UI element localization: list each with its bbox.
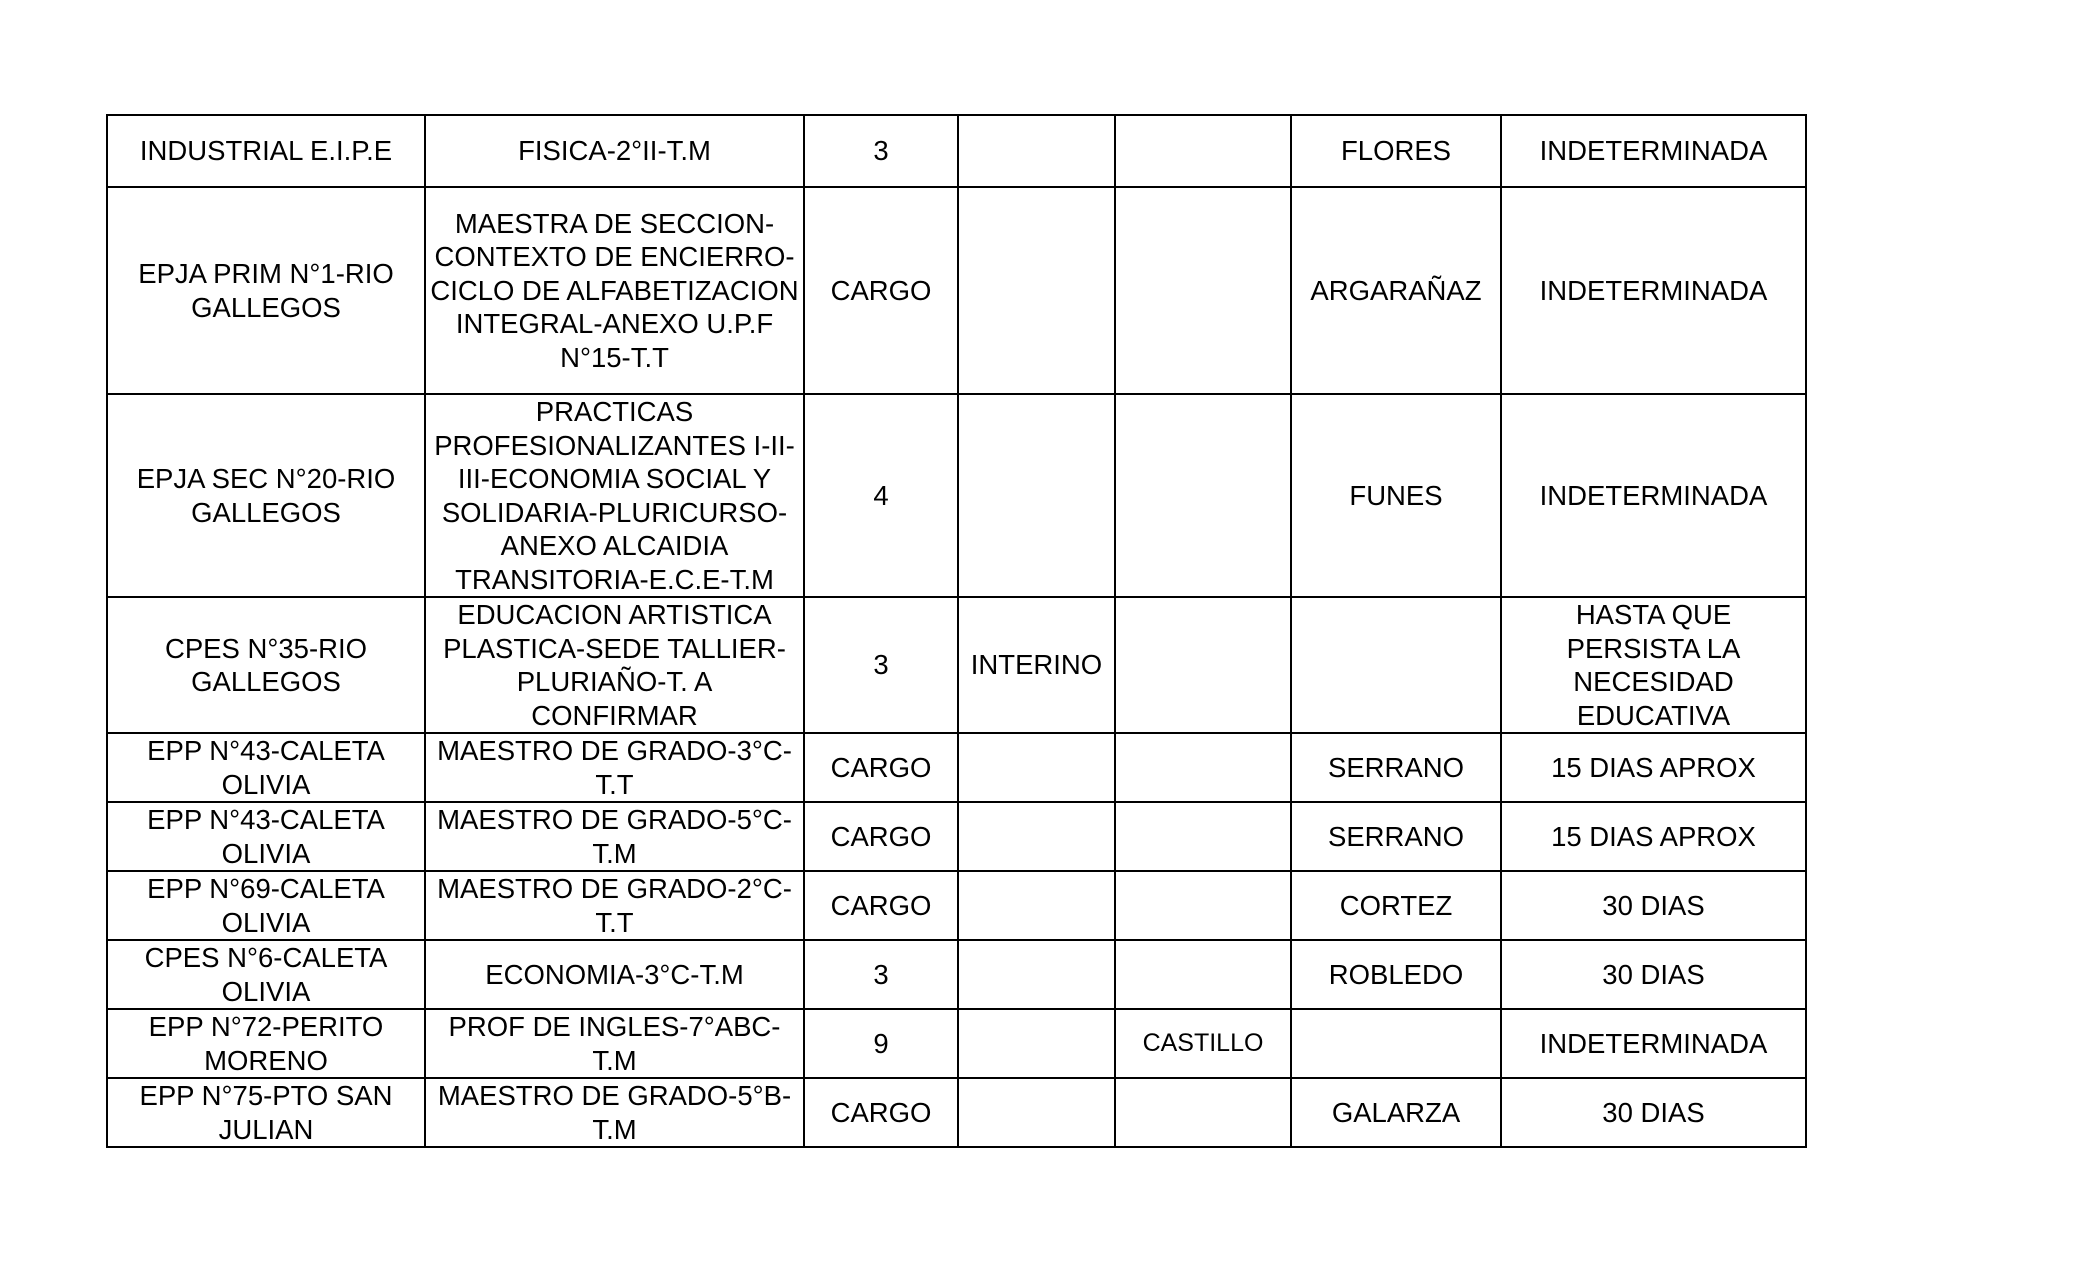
- duration-cell: 15 DIAS APROX: [1501, 733, 1806, 802]
- table-row: [107, 940, 1806, 1009]
- replacement-cell: [1291, 1009, 1501, 1078]
- table-row: [107, 1009, 1806, 1078]
- holder-cell: [1115, 940, 1291, 1009]
- table-row: [107, 187, 1806, 394]
- school-cell: EPP N°69-CALETA OLIVIA: [107, 871, 425, 940]
- holder-cell: [1115, 871, 1291, 940]
- hours-cell: 4: [804, 394, 958, 597]
- school-cell: EPJA SEC N°20-RIO GALLEGOS: [107, 394, 425, 597]
- table-row: [107, 394, 1806, 597]
- holder-cell: [1115, 115, 1291, 187]
- holder-cell: [1115, 802, 1291, 871]
- hours-cell: 3: [804, 115, 958, 187]
- school-cell: EPP N°43-CALETA OLIVIA: [107, 733, 425, 802]
- school-cell: EPJA PRIM N°1-RIO GALLEGOS: [107, 187, 425, 394]
- status-cell: [958, 187, 1115, 394]
- table-row: [107, 597, 1806, 733]
- duration-cell: 30 DIAS: [1501, 940, 1806, 1009]
- subject-cell: PROF DE INGLES-7°ABC- T.M: [425, 1009, 804, 1078]
- subject-cell: EDUCACION ARTISTICA PLASTICA-SEDE TALLIER- PLURIAÑO-T. A CONFIRMAR: [425, 597, 804, 733]
- replacement-cell: SERRANO: [1291, 802, 1501, 871]
- table-row: [107, 115, 1806, 187]
- replacement-cell: ARGARAÑAZ: [1291, 187, 1501, 394]
- duration-cell: HASTA QUE PERSISTA LA NECESIDAD EDUCATIVA: [1501, 597, 1806, 733]
- hours-cell: CARGO: [804, 871, 958, 940]
- subject-cell: MAESTRO DE GRADO-5°B- T.M: [425, 1078, 804, 1147]
- duration-cell: 30 DIAS: [1501, 871, 1806, 940]
- table-row: [107, 802, 1806, 871]
- school-cell: CPES N°35-RIO GALLEGOS: [107, 597, 425, 733]
- replacement-cell: ROBLEDO: [1291, 940, 1501, 1009]
- status-cell: [958, 871, 1115, 940]
- replacement-cell: [1291, 597, 1501, 733]
- status-cell: [958, 394, 1115, 597]
- hours-cell: CARGO: [804, 187, 958, 394]
- replacement-cell: CORTEZ: [1291, 871, 1501, 940]
- subject-cell: MAESTRO DE GRADO-3°C- T.T: [425, 733, 804, 802]
- status-cell: [958, 115, 1115, 187]
- school-cell: CPES N°6-CALETA OLIVIA: [107, 940, 425, 1009]
- replacement-cell: GALARZA: [1291, 1078, 1501, 1147]
- status-cell: [958, 1078, 1115, 1147]
- holder-cell: [1115, 597, 1291, 733]
- holder-cell: CASTILLO: [1115, 1009, 1291, 1078]
- status-cell: [958, 940, 1115, 1009]
- school-cell: INDUSTRIAL E.I.P.E: [107, 115, 425, 187]
- duration-cell: INDETERMINADA: [1501, 187, 1806, 394]
- subject-cell: PRACTICAS PROFESIONALIZANTES I-II- III-ECONOMIA SOCIAL Y SOLIDARIA-PLURICURSO- ANEXO ALCAIDIA TRANSITORIA-E.C.E-T.M: [425, 394, 804, 597]
- vacancy-table: [106, 114, 1807, 1148]
- subject-cell: MAESTRO DE GRADO-5°C- T.M: [425, 802, 804, 871]
- duration-cell: 15 DIAS APROX: [1501, 802, 1806, 871]
- duration-cell: 30 DIAS: [1501, 1078, 1806, 1147]
- table-row: [107, 871, 1806, 940]
- duration-cell: INDETERMINADA: [1501, 394, 1806, 597]
- table-row: [107, 1078, 1806, 1147]
- subject-cell: MAESTRO DE GRADO-2°C- T.T: [425, 871, 804, 940]
- table-row: [107, 733, 1806, 802]
- status-cell: [958, 733, 1115, 802]
- replacement-cell: FUNES: [1291, 394, 1501, 597]
- hours-cell: CARGO: [804, 802, 958, 871]
- hours-cell: 3: [804, 597, 958, 733]
- school-cell: EPP N°72-PERITO MORENO: [107, 1009, 425, 1078]
- hours-cell: 9: [804, 1009, 958, 1078]
- holder-cell: [1115, 733, 1291, 802]
- holder-cell: [1115, 187, 1291, 394]
- hours-cell: CARGO: [804, 733, 958, 802]
- subject-cell: ECONOMIA-3°C-T.M: [425, 940, 804, 1009]
- hours-cell: 3: [804, 940, 958, 1009]
- subject-cell: MAESTRA DE SECCION- CONTEXTO DE ENCIERRO- CICLO DE ALFABETIZACION INTEGRAL-ANEXO U.P.F N°15-T.T: [425, 187, 804, 394]
- duration-cell: INDETERMINADA: [1501, 115, 1806, 187]
- subject-cell: FISICA-2°II-T.M: [425, 115, 804, 187]
- status-cell: [958, 1009, 1115, 1078]
- school-cell: EPP N°43-CALETA OLIVIA: [107, 802, 425, 871]
- duration-cell: INDETERMINADA: [1501, 1009, 1806, 1078]
- school-cell: EPP N°75-PTO SAN JULIAN: [107, 1078, 425, 1147]
- holder-cell: [1115, 1078, 1291, 1147]
- status-cell: [958, 802, 1115, 871]
- holder-cell: [1115, 394, 1291, 597]
- status-cell: INTERINO: [958, 597, 1115, 733]
- hours-cell: CARGO: [804, 1078, 958, 1147]
- replacement-cell: SERRANO: [1291, 733, 1501, 802]
- replacement-cell: FLORES: [1291, 115, 1501, 187]
